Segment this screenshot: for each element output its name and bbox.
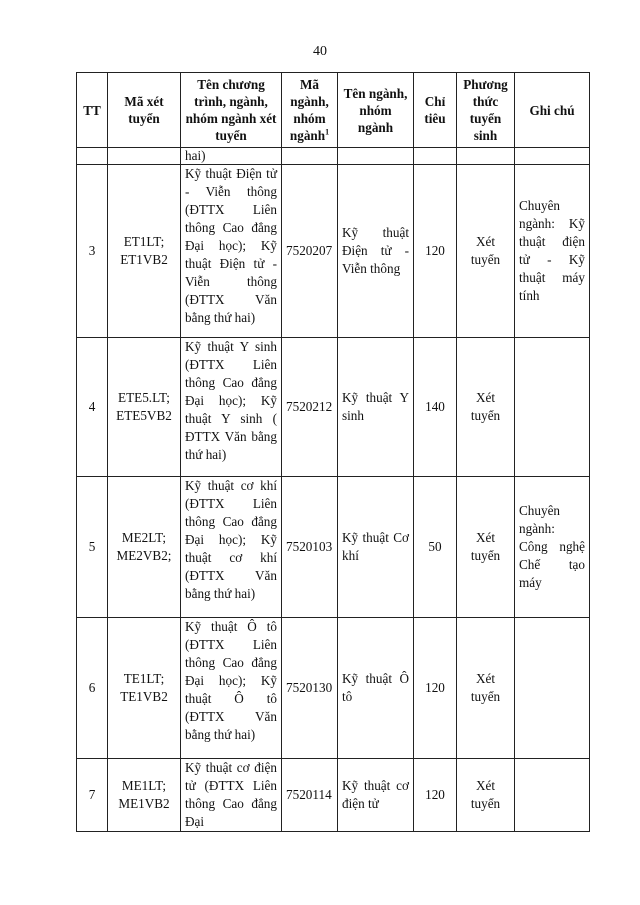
header-tt: TT (77, 73, 108, 148)
cell-major-name: Kỹ thuật cơ điện tử (338, 759, 414, 832)
table-row (77, 165, 590, 338)
method-line-1: Xét (475, 671, 496, 686)
cell-major-name: Kỹ thuật Cơ khí (338, 477, 414, 618)
header-major-code (282, 73, 338, 148)
table-row (77, 618, 590, 759)
header-note: Ghi chú (515, 73, 590, 148)
method-line-2: tuyển (470, 689, 501, 704)
cell-note (515, 338, 590, 477)
cell-code: ET1LT; ET1VB2 (108, 165, 181, 338)
cell-program: Kỹ thuật Điện tử - Viễn thông (ĐTTX Liên thông Cao đẳng Đại học); Kỹ thuật Điện tử - Viễn thông (ĐTTX Văn bằng thứ hai) (181, 165, 282, 338)
header-row (77, 73, 590, 148)
cell-major-code: 7520103 (282, 477, 338, 618)
cell-major-name: Kỹ thuật Ô tô (338, 618, 414, 759)
header-program-name: Tên chương trình, ngành, nhóm ngành xét tuyển (181, 73, 282, 148)
cell-code: ME2LT; ME2VB2; (108, 477, 181, 618)
cell-tt: 5 (77, 477, 108, 618)
cell-major-code: 7520207 (282, 165, 338, 338)
cell-code: ME1LT; ME1VB2 (108, 759, 181, 832)
header-quota: Chỉ tiêu (414, 73, 457, 148)
page-number: 40 (313, 44, 327, 59)
header-major-name: Tên ngành, nhóm ngành (338, 73, 414, 148)
header-admission-code: Mã xét tuyển (108, 73, 181, 148)
cell-major-name (338, 148, 414, 165)
cell-note (515, 618, 590, 759)
cell-note (515, 759, 590, 832)
cell-quota: 120 (414, 618, 457, 759)
cell-code: TE1LT; TE1VB2 (108, 618, 181, 759)
cell-program: hai) (181, 148, 282, 165)
cell-method (457, 338, 515, 477)
cell-code (108, 148, 181, 165)
cell-tt: 7 (77, 759, 108, 832)
cell-program: Kỹ thuật cơ điện tử (ĐTTX Liên thông Cao đẳng Đại (181, 759, 282, 832)
table-row (77, 338, 590, 477)
cell-note (515, 148, 590, 165)
table-row (77, 759, 590, 832)
table-row-continuation (77, 148, 590, 165)
method-line-1: Xét (475, 390, 496, 405)
cell-note: Chuyên ngành: Kỹ thuật điện tử - Kỹ thuật máy tính (515, 165, 590, 338)
cell-major-code (282, 148, 338, 165)
table-row (77, 477, 590, 618)
cell-method (457, 148, 515, 165)
cell-method (457, 759, 515, 832)
cell-quota (414, 148, 457, 165)
method-line-2: tuyển (470, 548, 501, 563)
admission-table (76, 72, 590, 832)
cell-code: ETE5.LT; ETE5VB2 (108, 338, 181, 477)
cell-quota: 50 (414, 477, 457, 618)
cell-method (457, 618, 515, 759)
cell-tt (77, 148, 108, 165)
header-method: Phương thức tuyển sinh (457, 73, 515, 148)
method-line-1: Xét (475, 234, 496, 249)
method-line-2: tuyển (470, 796, 501, 811)
cell-method (457, 477, 515, 618)
cell-tt: 6 (77, 618, 108, 759)
cell-major-name: Kỹ thuật Y sinh (338, 338, 414, 477)
cell-quota: 140 (414, 338, 457, 477)
cell-program: Kỹ thuật Ô tô (ĐTTX Liên thông Cao đẳng Đại học); Kỹ thuật Ô tô (ĐTTX Văn bằng thứ hai) (181, 618, 282, 759)
method-line-1: Xét (475, 778, 496, 793)
cell-major-code: 7520212 (282, 338, 338, 477)
cell-major-code: 7520114 (282, 759, 338, 832)
footnote-marker: 1 (325, 127, 330, 137)
method-line-2: tuyển (470, 252, 501, 267)
method-line-1: Xét (475, 530, 496, 545)
cell-quota: 120 (414, 759, 457, 832)
cell-method (457, 165, 515, 338)
cell-program: Kỹ thuật cơ khí (ĐTTX Liên thông Cao đẳng Đại học); Kỹ thuật cơ khí (ĐTTX Văn bằng thứ hai) (181, 477, 282, 618)
header-major-code-text: Mã ngành, nhóm ngành (289, 77, 329, 143)
method-line-2: tuyển (470, 408, 501, 423)
cell-quota: 120 (414, 165, 457, 338)
cell-note: Chuyên ngành: Công nghệ Chế tạo máy (515, 477, 590, 618)
cell-major-name: Kỹ thuật Điện tử - Viễn thông (338, 165, 414, 338)
cell-tt: 3 (77, 165, 108, 338)
cell-major-code: 7520130 (282, 618, 338, 759)
cell-tt: 4 (77, 338, 108, 477)
cell-program: Kỹ thuật Y sinh (ĐTTX Liên thông Cao đẳng Đại học); Kỹ thuật Y sinh ( ĐTTX Văn bằng thứ hai) (181, 338, 282, 477)
